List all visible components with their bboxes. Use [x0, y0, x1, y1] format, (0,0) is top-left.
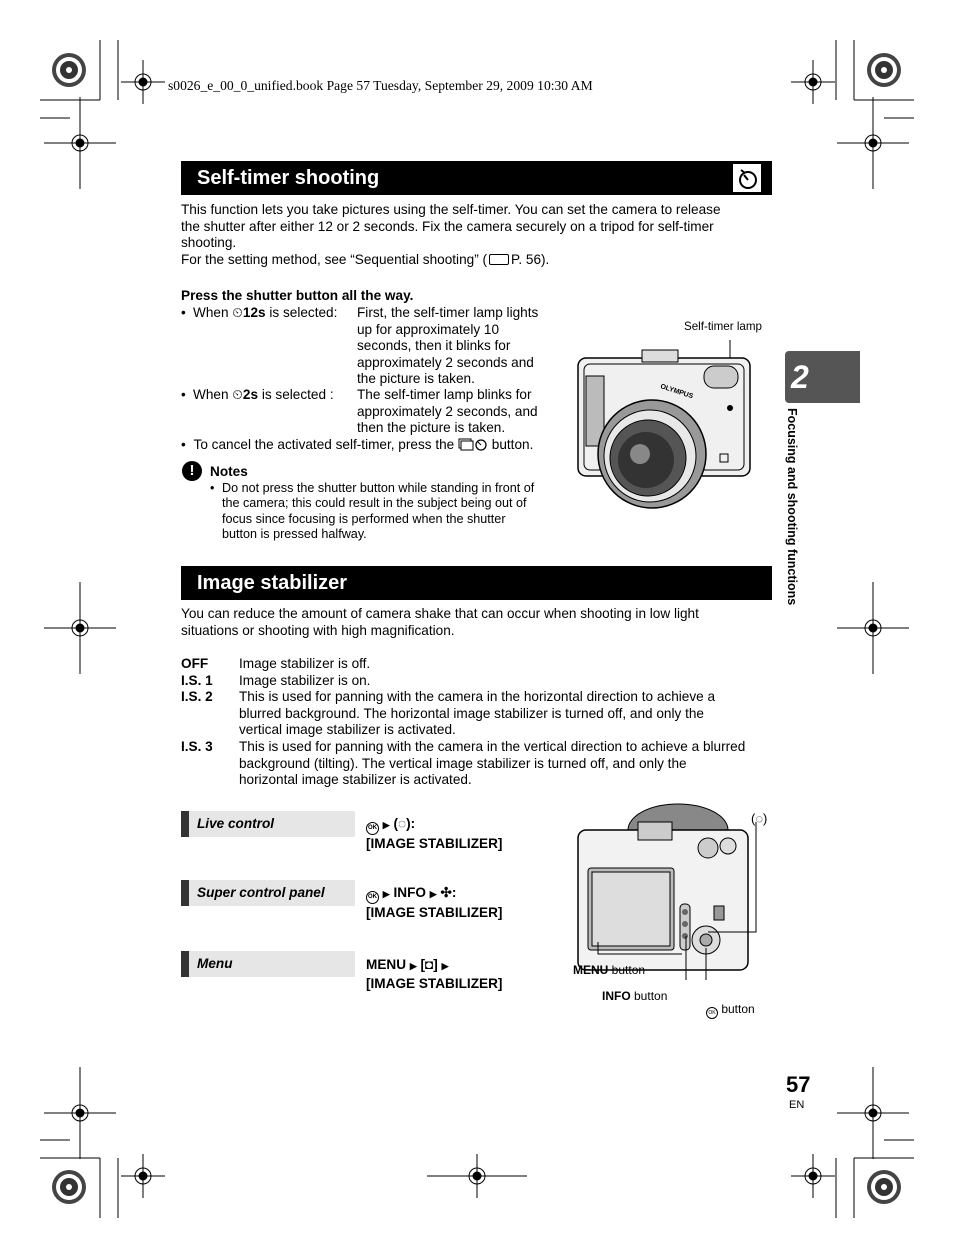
menu-button-caption — [573, 962, 645, 979]
info-key: INFO — [393, 885, 426, 900]
intro-line: the shutter after either 12 or 2 seconds. Fix the camera securely on a tripod for self-timer — [181, 218, 714, 234]
section-title-image-stabilizer — [181, 566, 772, 600]
path-sep: : — [451, 885, 457, 900]
nav-super-control-panel: Super control panel — [181, 880, 355, 906]
notes-title: Notes — [210, 464, 248, 479]
caption-bold: INFO — [602, 989, 631, 1003]
bullet-key: 2s — [242, 387, 259, 402]
path-target: [IMAGE STABILIZER] — [366, 905, 503, 920]
section-title-self-timer — [181, 161, 772, 195]
notes-icon: ! — [182, 461, 202, 481]
note-line: the camera; this could result in the subject being out of — [222, 496, 527, 511]
mode-desc: Image stabilizer is on. — [239, 672, 371, 688]
arrow-right-icon: ▶ — [382, 889, 390, 899]
sequential-self-timer-icon — [458, 438, 488, 451]
ok-button-icon: OK — [366, 822, 379, 835]
info-button-caption — [602, 988, 667, 1005]
stabilizer-modes — [181, 656, 781, 789]
path-sep: : — [410, 816, 416, 831]
mode-row — [181, 673, 781, 690]
ok-button-icon: OK — [366, 891, 379, 904]
caption-bold: MENU — [573, 963, 609, 977]
desc-line: then the picture is taken. — [357, 420, 506, 436]
arrow-right-icon: ▶ — [441, 961, 449, 971]
cancel-text: To cancel the activated self-timer, press the — [193, 437, 455, 452]
path-target: [IMAGE STABILIZER] — [366, 836, 503, 851]
mode-label: I.S. 1 — [181, 672, 213, 688]
note-line: button is pressed halfway. — [222, 526, 367, 541]
menu-key: MENU — [366, 957, 407, 972]
mode-desc: vertical image stabilizer is activated. — [239, 722, 456, 738]
arrow-pad-icon: ✣ — [440, 885, 452, 900]
mode-desc: background (tilting). The vertical image stabilizer is turned off, and only the — [239, 755, 687, 771]
intro-line: situations or shooting with high magnification. — [181, 622, 455, 638]
desc-line: seconds, then it blinks for — [357, 338, 511, 354]
notes-body: • Do not press the shutter button while standing in front of the camera; this could result in the subject being out of focus since focusing is performed when the shutter button is pressed halfway. — [210, 481, 560, 542]
brand-label: OLYMPUS — [659, 383, 694, 401]
self-timer-small-icon: ⏲ — [232, 387, 243, 402]
mode-label: I.S. 3 — [181, 738, 213, 754]
self-timer-small-icon: ⏲ — [232, 305, 243, 320]
chapter-side-text: Focusing and shooting functions — [785, 408, 799, 606]
lamp-caption: Self-timer lamp — [684, 320, 762, 333]
ok-button-caption — [706, 1001, 755, 1019]
note-line: focus since focusing is performed when the shutter — [222, 511, 506, 526]
bracket-close: ] — [433, 957, 438, 972]
nav-live-control-path — [366, 815, 502, 852]
caption-text: button — [630, 989, 668, 1003]
mode-desc: horizontal image stabilizer is activated. — [239, 772, 472, 788]
desc-line: approximately 2 seconds, and — [357, 403, 538, 419]
nav-live-control: Live control — [181, 811, 355, 837]
mode-label: OFF — [181, 656, 209, 671]
caption-text: button — [718, 1002, 755, 1016]
language-code: EN — [789, 1099, 805, 1111]
mode-label: I.S. 2 — [181, 689, 213, 705]
desc-line: approximately 2 seconds and — [357, 354, 534, 370]
desc-line: The self-timer lamp blinks for — [357, 387, 532, 402]
nav-menu-path — [366, 956, 502, 992]
note-line: Do not press the shutter button while standing in front of — [222, 481, 535, 495]
chapter-tab — [785, 351, 860, 403]
section-title-text: Self-timer shooting — [197, 167, 380, 189]
path-target: [IMAGE STABILIZER] — [366, 976, 503, 991]
bullet-when: When — [193, 305, 229, 320]
page-number: 57 — [786, 1072, 811, 1097]
bullet-cancel: • To cancel the activated self-timer, press the button. — [181, 437, 534, 452]
bullet-selected: is selected: — [269, 305, 338, 320]
shooting-menu-2-icon: ◘ — [425, 957, 434, 972]
intro-line: shooting. — [181, 235, 237, 251]
mode-desc: blurred background. The horizontal image stabilizer is turned off, and only the — [239, 705, 704, 721]
section-title-text: Image stabilizer — [197, 572, 348, 594]
mode-desc: This is used for panning with the camera in the vertical direction to achieve a blurred — [239, 738, 746, 754]
arrow-right-icon: ▶ — [382, 820, 390, 830]
stabilizer-intro — [181, 606, 771, 639]
desc-line: the picture is taken. — [357, 371, 475, 387]
intro-line: P. 56). — [511, 251, 550, 267]
press-heading: Press the shutter button all the way. — [181, 288, 414, 303]
intro-line: For the setting method, see “Sequential shooting” ( — [181, 251, 488, 267]
ok-button-icon: OK — [706, 1007, 718, 1019]
print-header: s0026_e_00_0_unified.book Page 57 Tuesday, September 29, 2009 10:30 AM — [168, 78, 593, 93]
bullet-desc — [357, 387, 567, 437]
bullet-when: When — [193, 387, 229, 402]
cancel-text-end: button. — [491, 437, 534, 452]
bullet-desc — [357, 305, 567, 388]
bullet-key: 12s — [242, 305, 266, 320]
stabilizer-icon: (◌) — [393, 816, 411, 831]
intro-line: You can reduce the amount of camera shake that can occur when shooting in low light — [181, 606, 699, 621]
nav-super-control-panel-path — [366, 884, 502, 921]
arrow-right-icon: ▶ — [409, 961, 417, 971]
mode-desc: Image stabilizer is off. — [239, 656, 371, 671]
self-timer-icon — [733, 164, 761, 192]
stabilizer-caption-icon: (◌) — [751, 811, 768, 826]
desc-line: First, the self-timer lamp lights — [357, 305, 539, 320]
camera-back-illustration — [568, 800, 768, 980]
mode-row — [181, 739, 781, 789]
desc-line: up for approximately 10 — [357, 321, 500, 337]
reference-icon — [489, 254, 509, 265]
camera-front-illustration — [572, 336, 762, 516]
mode-row — [181, 656, 781, 673]
intro-line: This function lets you take pictures using the self-timer. You can set the camera to release — [181, 202, 721, 217]
self-timer-intro — [181, 202, 771, 268]
mode-row — [181, 689, 781, 739]
arrow-right-icon: ▶ — [429, 889, 437, 899]
chapter-number: 2 — [791, 359, 809, 395]
mode-desc: This is used for panning with the camera in the horizontal direction to achieve a — [239, 689, 716, 705]
intro-reference-line — [181, 252, 771, 269]
bracket-open: [ — [420, 957, 426, 972]
nav-menu: Menu — [181, 951, 355, 977]
bullet-selected: is selected : — [261, 387, 334, 402]
caption-text: button — [608, 963, 646, 977]
